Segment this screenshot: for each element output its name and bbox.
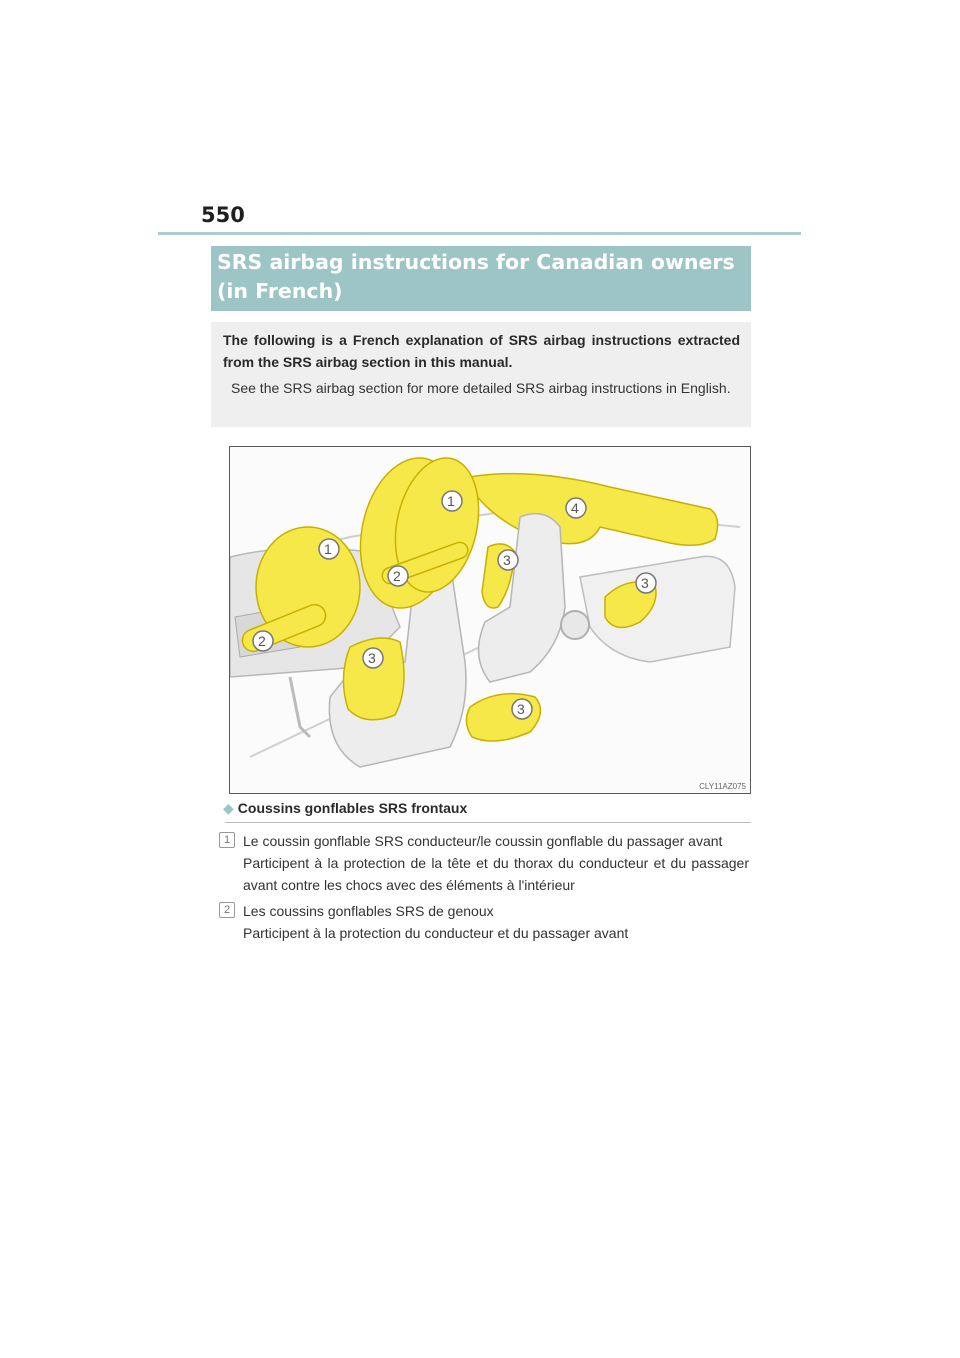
item-description: Participent à la protection de la tête et du thorax du conducteur et du passager avant contre les chocs avec des éléments à l'intérieur xyxy=(243,855,749,893)
svg-text:2: 2 xyxy=(258,633,266,649)
diamond-bullet-icon: ◆ xyxy=(223,800,234,816)
rear-left-side-airbag xyxy=(466,694,540,741)
rear-seat xyxy=(580,556,735,662)
callout-3-rear-left xyxy=(512,699,532,719)
door-speaker xyxy=(561,611,589,639)
pedal xyxy=(290,677,310,737)
item-title: Le coussin gonflable SRS conducteur/le coussin gonflable du passager avant xyxy=(243,833,723,849)
subheading-rule xyxy=(225,822,751,823)
callout-1-upper xyxy=(442,491,462,511)
svg-text:3: 3 xyxy=(368,650,376,666)
section-header xyxy=(211,246,751,311)
airbag-diagram xyxy=(230,447,750,793)
callout-3-driver xyxy=(363,648,383,668)
top-rule xyxy=(158,232,801,235)
page-number: 550 xyxy=(201,203,245,227)
item-description: Participent à la protection du conducteur et du passager avant xyxy=(243,925,629,941)
section-title: SRS airbag instructions for Canadian owners (in French) xyxy=(217,250,735,303)
info-box xyxy=(211,322,751,427)
svg-text:1: 1 xyxy=(447,493,455,509)
svg-text:3: 3 xyxy=(517,701,525,717)
svg-text:3: 3 xyxy=(641,575,649,591)
subheading-text: Coussins gonflables SRS frontaux xyxy=(237,800,468,816)
curtain-airbag xyxy=(470,474,718,546)
svg-text:1: 1 xyxy=(324,541,332,557)
item-title: Les coussins gonflables SRS de genoux xyxy=(243,903,494,919)
item-number: 1 xyxy=(219,832,235,848)
figure-code: CLY11AZ075 xyxy=(699,782,746,791)
callout-4-curtain xyxy=(566,498,586,518)
info-detail-text: See the SRS airbag section for more detailed SRS airbag instructions in English. xyxy=(231,380,731,396)
item-number: 2 xyxy=(219,902,235,918)
svg-text:4: 4 xyxy=(571,500,579,516)
info-lead-text: The following is a French explanation of SRS airbag instructions extracted from the SRS airbag section in this manual. xyxy=(223,332,740,370)
svg-text:2: 2 xyxy=(393,568,401,584)
subheading xyxy=(223,800,467,817)
callout-3-rear-right xyxy=(636,573,656,593)
callout-2-lower xyxy=(253,631,273,651)
svg-text:3: 3 xyxy=(503,552,511,568)
callout-2-upper xyxy=(388,566,408,586)
callout-1-lower xyxy=(319,539,339,559)
airbag-illustration xyxy=(229,446,751,794)
callout-3-passenger xyxy=(498,550,518,570)
